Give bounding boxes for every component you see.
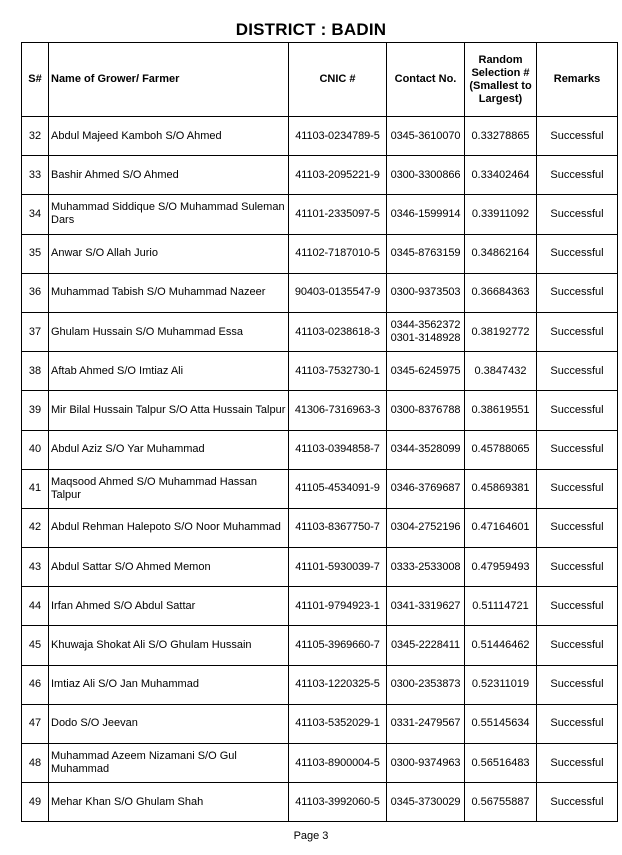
- cell-name: Khuwaja Shokat Ali S/O Ghulam Hussain: [49, 626, 289, 665]
- table-row: [22, 626, 618, 665]
- growers-table: [21, 42, 618, 822]
- cell-contact: 0346-1599914: [387, 195, 465, 234]
- cell-remarks: Successful: [537, 195, 618, 234]
- page-number: Page 3: [293, 830, 329, 842]
- cell-cnic: 41306-7316963-3: [289, 391, 387, 430]
- table-row: [22, 234, 618, 273]
- cell-contact: 0300-9374963: [387, 744, 465, 783]
- cell-sno: 44: [22, 587, 49, 626]
- cell-sno: 45: [22, 626, 49, 665]
- cell-name: Muhammad Siddique S/O Muhammad Suleman Dars: [49, 195, 289, 234]
- cell-random: 0.45788065: [465, 430, 537, 469]
- cell-name: Maqsood Ahmed S/O Muhammad Hassan Talpur: [49, 469, 289, 508]
- cell-cnic: 41103-3992060-5: [289, 783, 387, 822]
- cell-sno: 38: [22, 352, 49, 391]
- cell-name: Irfan Ahmed S/O Abdul Sattar: [49, 587, 289, 626]
- cell-cnic: 41105-4534091-9: [289, 469, 387, 508]
- cell-remarks: Successful: [537, 430, 618, 469]
- cell-name: Abdul Rehman Halepoto S/O Noor Muhammad: [49, 508, 289, 547]
- cell-contact: 0345-8763159: [387, 234, 465, 273]
- cell-sno: 41: [22, 469, 49, 508]
- cell-contact: 0300-2353873: [387, 665, 465, 704]
- cell-cnic: 41103-8367750-7: [289, 508, 387, 547]
- cell-contact: 0300-8376788: [387, 391, 465, 430]
- cell-remarks: Successful: [537, 548, 618, 587]
- cell-contact: 0341-3319627: [387, 587, 465, 626]
- cell-cnic: 41105-3969660-7: [289, 626, 387, 665]
- cell-sno: 37: [22, 312, 49, 351]
- cell-random: 0.36684363: [465, 273, 537, 312]
- cell-random: 0.47959493: [465, 548, 537, 587]
- table-body: [22, 117, 618, 822]
- table-row: [22, 352, 618, 391]
- cell-remarks: Successful: [537, 234, 618, 273]
- cell-name: Abdul Sattar S/O Ahmed Memon: [49, 548, 289, 587]
- cell-name: Muhammad Tabish S/O Muhammad Nazeer: [49, 273, 289, 312]
- cell-name: Anwar S/O Allah Jurio: [49, 234, 289, 273]
- cell-contact: 0345-2228411: [387, 626, 465, 665]
- cell-sno: 49: [22, 783, 49, 822]
- cell-random: 0.3847432: [465, 352, 537, 391]
- cell-remarks: Successful: [537, 587, 618, 626]
- cell-cnic: 41103-0234789-5: [289, 117, 387, 156]
- cell-contact: 0300-3300866: [387, 156, 465, 195]
- cell-random: 0.34862164: [465, 234, 537, 273]
- cell-cnic: 41103-2095221-9: [289, 156, 387, 195]
- cell-remarks: Successful: [537, 156, 618, 195]
- cell-random: 0.52311019: [465, 665, 537, 704]
- cell-cnic: 41103-0394858-7: [289, 430, 387, 469]
- cell-sno: 48: [22, 744, 49, 783]
- table-row: [22, 273, 618, 312]
- cell-sno: 39: [22, 391, 49, 430]
- cell-name: Mehar Khan S/O Ghulam Shah: [49, 783, 289, 822]
- cell-cnic: 41103-8900004-5: [289, 744, 387, 783]
- cell-random: 0.56755887: [465, 783, 537, 822]
- cell-name: Abdul Aziz S/O Yar Muhammad: [49, 430, 289, 469]
- cell-random: 0.47164601: [465, 508, 537, 547]
- table-row: [22, 665, 618, 704]
- table-row: [22, 391, 618, 430]
- cell-sno: 32: [22, 117, 49, 156]
- table-row: [22, 156, 618, 195]
- cell-contact: 0333-2533008: [387, 548, 465, 587]
- cell-random: 0.38192772: [465, 312, 537, 351]
- cell-sno: 33: [22, 156, 49, 195]
- cell-name: Aftab Ahmed S/O Imtiaz Ali: [49, 352, 289, 391]
- cell-contact: 0345-6245975: [387, 352, 465, 391]
- cell-name: Dodo S/O Jeevan: [49, 704, 289, 743]
- cell-name: Imtiaz Ali S/O Jan Muhammad: [49, 665, 289, 704]
- table-row: [22, 783, 618, 822]
- cell-cnic: 41101-2335097-5: [289, 195, 387, 234]
- cell-remarks: Successful: [537, 273, 618, 312]
- cell-contact: 0331-2479567: [387, 704, 465, 743]
- table-row: [22, 508, 618, 547]
- cell-remarks: Successful: [537, 312, 618, 351]
- cell-cnic: 41103-5352029-1: [289, 704, 387, 743]
- page-title: DISTRICT : BADIN: [235, 20, 387, 39]
- cell-sno: 36: [22, 273, 49, 312]
- cell-sno: 35: [22, 234, 49, 273]
- cell-name: Muhammad Azeem Nizamani S/O Gul Muhammad: [49, 744, 289, 783]
- cell-sno: 34: [22, 195, 49, 234]
- cell-remarks: Successful: [537, 665, 618, 704]
- cell-remarks: Successful: [537, 117, 618, 156]
- cell-contact: 0344-3562372 0301-3148928: [387, 312, 465, 351]
- cell-remarks: Successful: [537, 744, 618, 783]
- cell-remarks: Successful: [537, 626, 618, 665]
- header-name: Name of Grower/ Farmer: [49, 43, 289, 117]
- cell-random: 0.51114721: [465, 587, 537, 626]
- cell-cnic: 41103-1220325-5: [289, 665, 387, 704]
- cell-contact: 0346-3769687: [387, 469, 465, 508]
- table-row: [22, 587, 618, 626]
- cell-cnic: 90403-0135547-9: [289, 273, 387, 312]
- cell-random: 0.45869381: [465, 469, 537, 508]
- cell-contact: 0345-3610070: [387, 117, 465, 156]
- table-row: [22, 469, 618, 508]
- cell-cnic: 41103-0238618-3: [289, 312, 387, 351]
- cell-name: Abdul Majeed Kamboh S/O Ahmed: [49, 117, 289, 156]
- cell-name: Bashir Ahmed S/O Ahmed: [49, 156, 289, 195]
- table-row: [22, 117, 618, 156]
- cell-sno: 46: [22, 665, 49, 704]
- cell-contact: 0345-3730029: [387, 783, 465, 822]
- cell-cnic: 41101-5930039-7: [289, 548, 387, 587]
- header-sno: S#: [22, 43, 49, 117]
- cell-random: 0.51446462: [465, 626, 537, 665]
- cell-sno: 42: [22, 508, 49, 547]
- cell-random: 0.33278865: [465, 117, 537, 156]
- cell-contact: 0304-2752196: [387, 508, 465, 547]
- cell-sno: 40: [22, 430, 49, 469]
- cell-cnic: 41101-9794923-1: [289, 587, 387, 626]
- cell-contact: 0344-3528099: [387, 430, 465, 469]
- cell-remarks: Successful: [537, 783, 618, 822]
- header-random: Random Selection # (Smallest to Largest): [465, 43, 537, 117]
- cell-remarks: Successful: [537, 469, 618, 508]
- header-contact: Contact No.: [387, 43, 465, 117]
- header-cnic: CNIC #: [289, 43, 387, 117]
- cell-cnic: 41103-7532730-1: [289, 352, 387, 391]
- cell-sno: 43: [22, 548, 49, 587]
- table-row: [22, 744, 618, 783]
- cell-name: Mir Bilal Hussain Talpur S/O Atta Hussain Talpur: [49, 391, 289, 430]
- table-header-row: [22, 43, 618, 117]
- cell-remarks: Successful: [537, 704, 618, 743]
- table-row: [22, 430, 618, 469]
- table-row: [22, 195, 618, 234]
- table-row: [22, 312, 618, 351]
- cell-name: Ghulam Hussain S/O Muhammad Essa: [49, 312, 289, 351]
- cell-remarks: Successful: [537, 352, 618, 391]
- cell-random: 0.33402464: [465, 156, 537, 195]
- cell-random: 0.38619551: [465, 391, 537, 430]
- cell-contact: 0300-9373503: [387, 273, 465, 312]
- header-remarks: Remarks: [537, 43, 618, 117]
- cell-cnic: 41102-7187010-5: [289, 234, 387, 273]
- table-row: [22, 548, 618, 587]
- table-row: [22, 704, 618, 743]
- cell-remarks: Successful: [537, 508, 618, 547]
- cell-remarks: Successful: [537, 391, 618, 430]
- cell-sno: 47: [22, 704, 49, 743]
- cell-random: 0.33911092: [465, 195, 537, 234]
- cell-random: 0.56516483: [465, 744, 537, 783]
- cell-random: 0.55145634: [465, 704, 537, 743]
